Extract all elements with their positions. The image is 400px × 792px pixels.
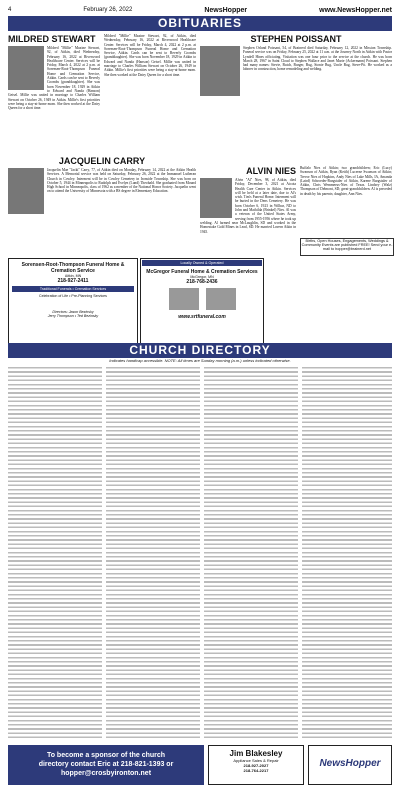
obit-text: Jacquelin Mae "Jacki" Carry, 77, of Aitkin died on Monday, February 14, 2022 at the Aitkin Health Services. A Memorial service was held on Saturday, February 26, 2022 at the Immanuel Lutheran Church in Cowley. Interment will be in Cowley Cemetery in Ironside Township. She was born on October 5, 1944 in Minneapolis to Rudolph and Evelyn (Lund) Theobald. She graduated from Mound High School in Minneapolis, class of 1962 as a member of the National Honor Society. Jacquelin went on to attend the University of Minnesota with a BS degree in Elementary Education. <box>47 168 196 194</box>
obit-text: Mildred "Millie" Maxine Stewart, 92, of Aitkin, died Wednesday, February 16, 2022 at Riverwood Healthcare Center. Services will be Friday, March 4, 2022 at 2 p.m. at Sorensen-Root-Thompson Funeral Home and Cremation Service, Aitkin. Cards can be sent to Beverly Coombs (granddaughter). She was born November 18, 1929 in Aitkin to Edward and Nanda (Hanson) Geisel. Millie was united in marriage to Charles William Stewart on October 26, 1949 in Aitkin. Millie's first priorities were being a stay-at-home mom. She then worked at the Dairy Queen for a short time. <box>8 46 100 111</box>
page-header <box>8 4 392 16</box>
obit-photo <box>8 46 44 90</box>
ad-title: Sorensen-Root-Thompson Funeral Home & Cremation Service <box>21 262 125 274</box>
paper-logo: NewsHopper <box>319 758 381 769</box>
obit-text: Alvin "Al" Nies, 98, of Aitkin, died Friday, December 3, 2021 at Aicota Health Care Center in Aitkin. Services will be held at a later date, due to Al's wish. Tim's Funeral Home. Interment will be buried in the Dens Cemetery. He was born October 6, 1923 in Wilbur, ND to John and Mathilda (Brinkel) Nies. Al was a veteran of the United States Army, serving from 1955-1956 where he took up welding. Al farmed near McLaughlin, SD and worked in the Homestake Gold Mines in Lead, SD. He married Lavern Aikin in 1945. <box>200 178 296 234</box>
obit-text: Buffalo Nies of Aitkin; two grandchildren; Eric (Lucy) Swanson of Aitkin, Ryan (Keith) Lucerne Swanson of Aitkin; Trevor Nies of Hopkins, Andy Nies of Lake Mills, IA, Amanda (Laird) Schroeder-Burgstaler of Aitkin, Karene Burgstaler of Aitkin, Chris Wemmerus-Nies of Texas. Lindsey (Walz) Thompson of Delmont, SD; great-grandchildren. Al is preceded in death by his parents; daughter, Ann Nies. <box>300 166 392 196</box>
directory-column-2 <box>106 367 200 739</box>
ad-photo <box>206 288 236 310</box>
ad-tagline: Traditional Funerals • Cremation Services <box>12 286 134 292</box>
ad-line2: Celebration of Life • Pre-Planning Services <box>39 294 107 298</box>
advertiser-name: Jim Blakesley <box>229 749 283 758</box>
ad-phone: 218-768-2436 <box>186 279 218 285</box>
obit-photo <box>8 168 44 214</box>
sponsor-line1: To become a sponsor of the church <box>46 752 166 759</box>
directory-column-4 <box>302 367 392 739</box>
obit-jacquelin <box>8 156 196 254</box>
website[interactable]: www.NewsHopper.net <box>319 6 392 14</box>
sponsor-line2: directory contact Eric at 218-821-1393 or <box>38 761 174 768</box>
ad-directors: Directors: Jason Bezinsky <box>52 310 94 314</box>
church-directory-title: CHURCH DIRECTORY <box>8 343 392 358</box>
obit-mildred-cont <box>104 34 196 154</box>
advertiser-sub: Appliance Sales & Repair <box>233 758 279 763</box>
page-number: 4 <box>8 7 12 13</box>
obit-name: STEPHEN POISSANT <box>250 34 342 44</box>
ad-title: McGregor Funeral Home & Cremation Services <box>146 269 258 275</box>
obit-name: MILDRED STEWART <box>8 34 96 44</box>
obit-text: Mildred "Millie" Maxine Stewart, 92, of Aitkin, died Wednesday, February 16, 2022 at Riverwood Healthcare Center. Services will be Friday, March 4, 2022 at 2 p.m. at Sorensen-Root-Thompson Funeral Home and Cremation Service, Aitkin. Cards can be sent to Beverly Coombs (granddaughter). She was born November 18, 1929 in Aitkin to Edward and Nanda (Hanson) Geisel. Millie was united in marriage to Charles William Stewart on October 26, 1949 in Aitkin. Millie's first priorities were being a stay-at-home mom. She then worked at the Dairy Queen for a short time. <box>104 34 196 77</box>
obit-photo <box>200 178 232 218</box>
obit-photo <box>200 46 240 96</box>
obit-name: JACQUELIN CARRY <box>58 156 146 166</box>
paper-name: NewsHopper <box>204 6 248 14</box>
directory-column-1 <box>8 367 102 739</box>
ad-phone: 218-927-2411 <box>57 278 89 284</box>
obituaries-title: OBITUARIES <box>8 16 392 31</box>
blakesley-ad <box>208 745 304 785</box>
advertiser-phone1: 218-927-2027 <box>243 763 269 768</box>
mcgregor-ad <box>140 258 264 344</box>
obit-text: Stephen Orlund Poissant, 54, of Brainerd died Saturday, February 12, 2022 in Mission Township. Funeral service was on Friday, February 25, 2022 at 11 a.m. at the Journey North in Aitkin with Pastor Lyndell Hines officiating. Visitation was one hour prior to the service at the church. He was born March 28, 1967 in Saint Cloud to Stephen Wallace and Janet Marie (Ackermann) Poissant. Stephen had many names: Stevie, Butch, Burger, Bug, Stonie Bug, Uncle Bug, Steve-Pit. He worked as a laborer in construction, home remodeling and welding. <box>243 46 392 72</box>
obit-alvin <box>200 166 296 254</box>
ad-names: Jerry Thompson • Ted Bezinsky <box>47 314 99 318</box>
ad-address: McGregor, MN <box>190 275 214 279</box>
directory-column-3 <box>204 367 298 739</box>
free-notice <box>300 238 394 256</box>
sponsor-banner <box>8 745 204 785</box>
sponsor-email[interactable]: hopper@crosbyironton.net <box>60 770 152 777</box>
obit-alvin-cont <box>300 166 392 236</box>
ad-website[interactable]: www.srtfuneral.com <box>178 314 226 320</box>
obit-name: ALVIN NIES <box>246 166 296 176</box>
page-date: February 26, 2022 <box>83 7 133 13</box>
newshopper-logo <box>308 745 392 785</box>
sorensen-ad <box>8 258 138 344</box>
notice-text: Births, Open Houses, Engagements, Weddings & Community Events are published FREE! Send your e-mail to hopper@brainerd.net <box>301 239 393 251</box>
ad-photo <box>169 288 199 310</box>
ad-address: Aitkin, MN <box>64 274 82 278</box>
obit-stephen <box>200 34 392 164</box>
advertiser-phone2: 218-764-2217 <box>243 768 269 773</box>
directory-subtitle: Indicates handicap accessible. NOTE: All times are Sunday morning (a.m.) unless indicated otherwise. <box>109 358 291 363</box>
locally-banner: Locally Owned & Operated <box>142 260 262 266</box>
